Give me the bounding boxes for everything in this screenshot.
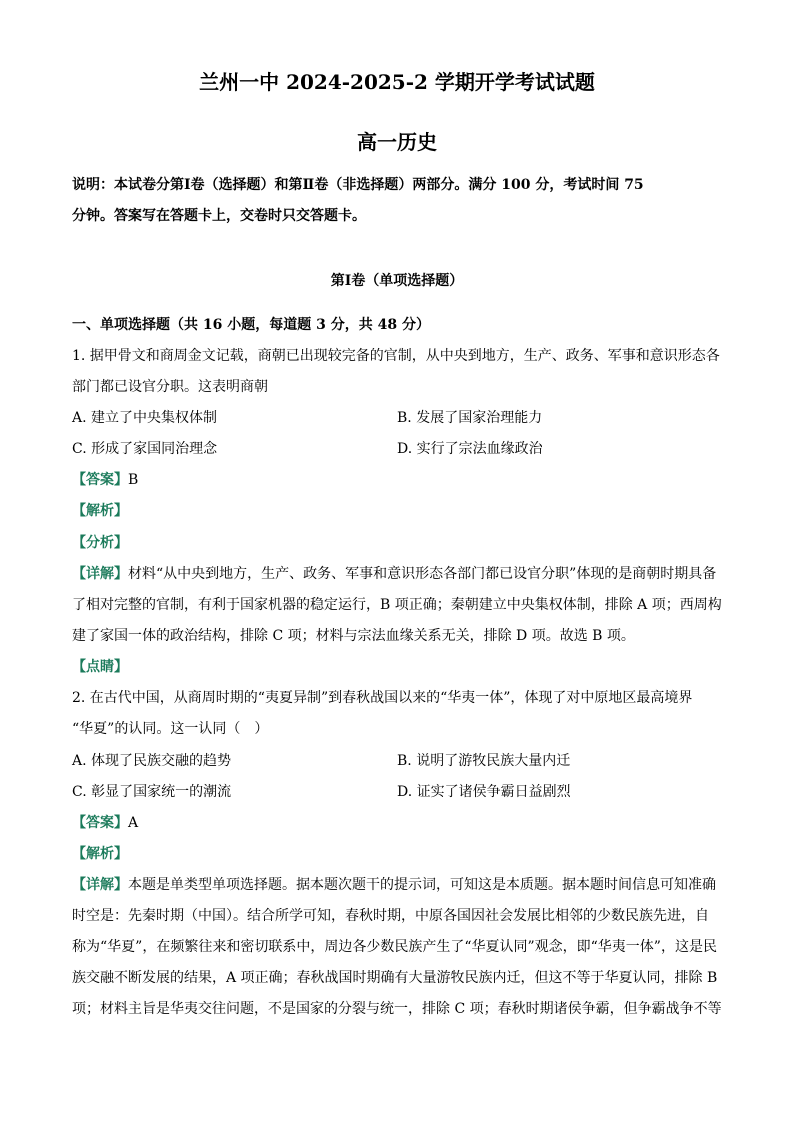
q1-option-d: D. 实行了宗法血缘政治 [397,441,543,457]
q2-detail-line-3: 称为“华夏”，在频繁往来和密切联系中，周边各少数民族产生了“华夏认同”观念，即“华夷一体”，这是民 [72,939,717,955]
instructions-line-2: 分钟。答案写在答题卡上，交卷时只交答题卡。 [72,208,366,224]
q2-option-b: B. 说明了游牧民族大量内迁 [397,753,571,769]
q2-option-a: A. 体现了民族交融的趋势 [72,753,232,769]
q1-dianjing-line [72,657,732,677]
section-heading: 一、单项选择题（共 16 小题，每道题 3 分，共 48 分） [72,317,430,333]
q2-detail-line-5: 项；材料主旨是华夷交往问题，不是国家的分裂与统一，排除 C 项；春秋时期诸侯争霸，但争霸战争不等 [72,1001,722,1017]
q1-answer-tag: 【答案】 [72,472,128,488]
instructions-line-1: 说明：本试卷分第Ⅰ卷（选择题）和第Ⅱ卷（非选择题）两部分。满分 100 分，考试时间 75 [72,177,644,193]
q2-jiexi-line [72,844,732,864]
q2-detail-line-1 [72,875,732,895]
q1-fenxi-tag: 【分析】 [72,535,128,551]
q1-stem-line-2: 部门都已设官分职。这表明商朝 [72,379,268,395]
q2-detail-line-4: 族交融不断发展的结果，A 项正确；春秋战国时期确有大量游牧民族内迁，但这不等于华夏认同，排除 B [72,970,718,986]
exam-title: 兰州一中 2024-2025-2 学期开学考试试题 [199,70,595,94]
q2-answer-line [72,813,732,833]
q1-stem-line-1: 1. 据甲骨文和商周金文记载，商朝已出现较完备的官制，从中央到地方，生产、政务、军事和意识形态各 [72,348,720,364]
q2-detail-tag: 【详解】 [72,877,128,893]
q2-jiexi-tag: 【解析】 [72,846,128,862]
q1-fenxi-line [72,533,732,553]
q1-dianjing-tag: 【点睛】 [72,659,128,675]
q1-jiexi-tag: 【解析】 [72,503,128,519]
q1-jiexi-line [72,501,732,521]
q2-stem-line-1: 2. 在古代中国，从商周时期的“夷夏异制”到春秋战国以来的“华夷一体”，体现了对中原地区最高境界 [72,690,693,706]
q2-answer-value: A [128,815,139,831]
q2-answer-tag: 【答案】 [72,815,128,831]
q1-detail-tag: 【详解】 [72,566,128,582]
q1-answer-value: B [128,472,139,488]
q1-detail-text-1: 材料“从中央到地方，生产、政务、军事和意识形态各部门都已设官分职”体现的是商朝时期具备 [128,566,717,582]
q1-answer-line [72,470,732,490]
q2-stem-line-2: “华夏”的认同。这一认同（ ） [72,721,269,737]
q1-detail-line-1 [72,564,732,584]
q1-option-b: B. 发展了国家治理能力 [397,410,543,426]
q1-option-c: C. 形成了家国同治理念 [72,441,218,457]
subject-title: 高一历史 [357,130,437,154]
part1-heading: 第Ⅰ卷（单项选择题） [330,273,464,289]
q2-option-c: C. 彰显了国家统一的潮流 [72,784,232,800]
q2-option-d: D. 证实了诸侯争霸日益剧烈 [397,784,571,800]
q1-detail-line-3: 建了家国一体的政治结构，排除 C 项；材料与宗法血缘关系无关，排除 D 项。故选 B 项。 [72,628,635,644]
q1-option-a: A. 建立了中央集权体制 [72,410,218,426]
q2-detail-text-1: 本题是单类型单项选择题。据本题次题干的提示词，可知这是本质题。据本题时间信息可知准确 [128,877,716,893]
q2-detail-line-2: 时空是：先秦时期（中国）。结合所学可知，春秋时期，中原各国因社会发展比相邻的少数民族先进，自 [72,908,709,924]
q1-detail-line-2: 了相对完整的官制，有利于国家机器的稳定运行，B 项正确；秦朝建立中央集权体制，排除 A 项；西周构 [72,597,722,613]
